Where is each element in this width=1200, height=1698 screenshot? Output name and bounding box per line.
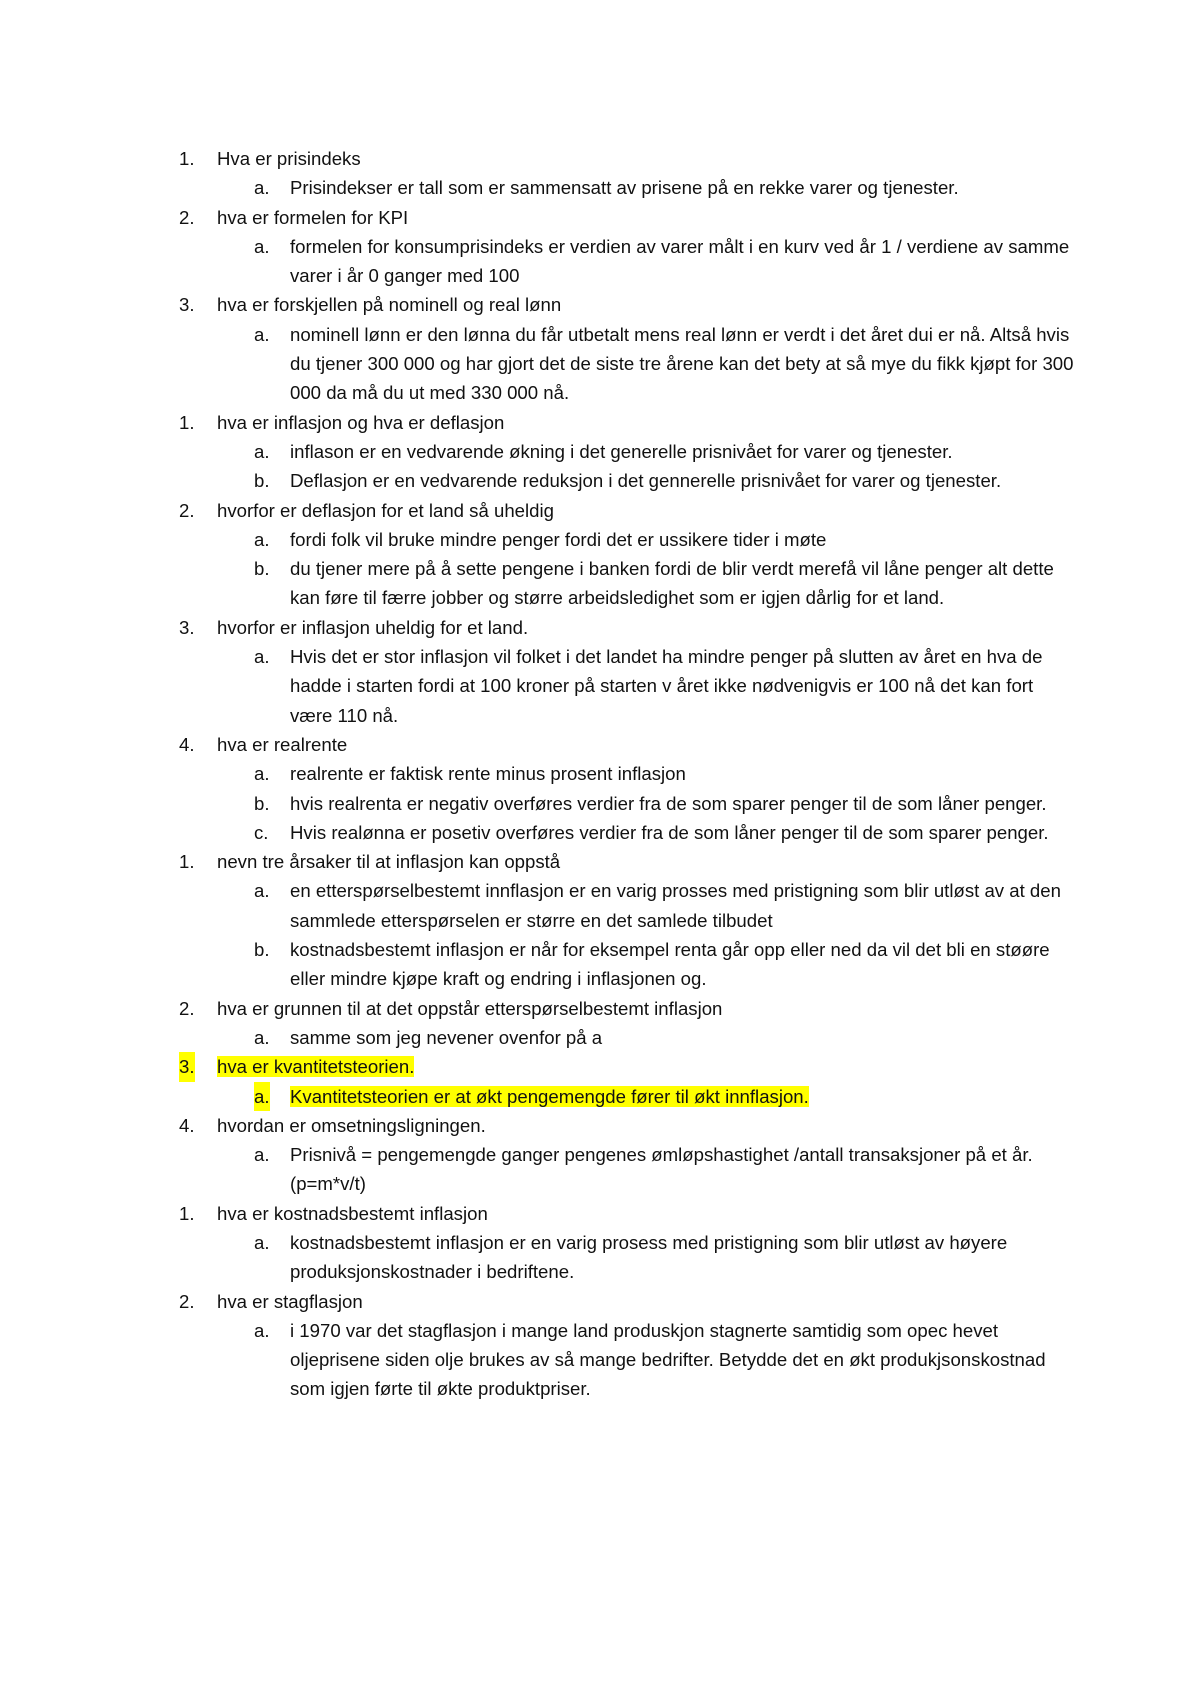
answer-item	[254, 789, 1080, 818]
answer-text: kostnadsbestemt inflasjon er når for eksempel renta går opp eller ned da vil det bli en støøre eller mindre kjøpe kraft og endring i inflasjonen og.	[290, 939, 1050, 990]
question-item	[179, 994, 1057, 1023]
question-number: 1.	[179, 148, 195, 169]
question-item	[179, 847, 1057, 876]
answer-item	[254, 466, 1080, 495]
answer-text: Hvis realønna er posetiv overføres verdier fra de som låner penger til de som sparer penger.	[290, 821, 1049, 843]
answer-letter: c.	[254, 821, 269, 843]
question-list	[0, 144, 1200, 1404]
question-text: hvorfor er inflasjon uheldig for et land.	[217, 616, 529, 638]
answer-text: inflason er en vedvarende økning i det generelle prisnivået for varer og tjenester.	[290, 440, 953, 462]
answer-item	[254, 1023, 1080, 1052]
answer-item	[254, 642, 1080, 730]
answer-item	[254, 554, 1080, 613]
answer-letter: a.	[254, 763, 270, 785]
answer-text: en etterspørselbestemt innflasjon er en varig prosses med pristigning som blir utløst av at den sammlede etterspørselen er større en det samlede tilbudet	[290, 880, 1061, 931]
question-item	[179, 1111, 1057, 1140]
question-number: 1.	[179, 851, 195, 873]
answer-text: Hvis det er stor inflasjon vil folket i det landet ha mindre penger på slutten av året en hva de hadde i starten fordi at 100 kroner på starten v året ikke nødvenigvis er 100 nå det kan fort være 110 nå.	[290, 646, 1043, 726]
answer-text: fordi folk vil bruke mindre penger fordi det er ussikere tider i møte	[290, 528, 827, 550]
answer-item	[254, 1228, 1080, 1287]
answer-text: nominell lønn er den lønna du får utbetalt mens real lønn er verdt i det året dui er nå. Altså hvis du tjener 300 000 og har gjort det de siste tre årene kan det bety at så mye du fikk kjøpt for 300 000 da må du ut med 330 000 nå.	[290, 323, 1074, 404]
question-item	[179, 1199, 1057, 1228]
answer-letter: a.	[254, 646, 270, 668]
answer-text: hvis realrenta er negativ overføres verdier fra de som sparer penger til de som låner penger.	[290, 792, 1047, 814]
answer-item	[254, 320, 1080, 408]
answer-item	[254, 173, 1080, 202]
question-number: 4.	[179, 733, 195, 755]
answer-letter: a.	[254, 1231, 270, 1253]
answer-item	[254, 876, 1080, 935]
question-text: hva er realrente	[217, 733, 348, 755]
answer-letter: a.	[254, 880, 270, 902]
question-number: 2.	[179, 499, 195, 521]
question-text: nevn tre årsaker til at inflasjon kan oppstå	[217, 851, 561, 873]
answer-letter: b.	[254, 470, 270, 492]
answer-text: Kvantitetsteorien er at økt pengemengde fører til økt innflasjon.	[290, 1085, 809, 1107]
question-number: 3.	[179, 1052, 195, 1081]
question-text: hva er grunnen til at det oppstår etterspørselbestemt inflasjon	[217, 997, 723, 1019]
question-text: hva er kvantitetsteorien.	[217, 1056, 415, 1078]
question-item	[179, 1287, 1057, 1316]
question-number: 1.	[179, 411, 195, 433]
question-number: 1.	[179, 1202, 195, 1224]
answer-item	[254, 1316, 1080, 1404]
answer-letter: b.	[254, 792, 270, 814]
question-item	[179, 1052, 1057, 1081]
question-item	[179, 730, 1057, 759]
answer-text: kostnadsbestemt inflasjon er en varig prosess med pristigning som blir utløst av høyere produksjonskostnader i bedriftene.	[290, 1231, 1008, 1283]
answer-letter: a.	[254, 440, 270, 462]
question-text: hva er inflasjon og hva er deflasjon	[217, 411, 505, 433]
answer-letter: a.	[254, 323, 270, 345]
answer-letter: a.	[254, 1144, 270, 1166]
answer-item	[254, 437, 1080, 466]
question-number: 4.	[179, 1114, 195, 1136]
answer-letter: a.	[254, 1082, 270, 1111]
answer-item	[254, 232, 1080, 291]
answer-text: formelen for konsumprisindeks er verdien av varer målt i en kurv ved år 1 / verdiene av samme varer i år 0 ganger med 100	[290, 235, 1070, 287]
question-number: 2.	[179, 206, 195, 228]
answer-text: du tjener mere på å sette pengene i banken fordi de blir verdt merefå vil låne penger alt dette kan føre til færre jobber og større arbeidsledighet som er igjen dårlig for et land.	[290, 558, 1054, 609]
question-text: hva er formelen for KPI	[217, 206, 409, 228]
question-number: 3.	[179, 616, 195, 638]
question-item	[179, 613, 1057, 642]
question-text: hva er stagflasjon	[217, 1290, 363, 1312]
question-item	[179, 144, 1057, 173]
answer-text: samme som jeg nevener ovenfor på a	[290, 1026, 603, 1048]
question-item	[179, 408, 1057, 437]
question-number: 2.	[179, 997, 195, 1019]
question-number: 2.	[179, 1290, 195, 1312]
question-text: hva er forskjellen på nominell og real lønn	[217, 294, 562, 316]
answer-item	[254, 1082, 1080, 1111]
answer-item	[254, 818, 1080, 847]
answer-item	[254, 759, 1080, 788]
answer-letter: a.	[254, 177, 270, 199]
question-item	[179, 203, 1057, 232]
answer-text: Prisindekser er tall som er sammensatt av prisene på en rekke varer og tjenester.	[290, 177, 959, 199]
answer-item	[254, 935, 1080, 994]
answer-text: i 1970 var det stagflasjon i mange land produskjon stagnerte samtidig som opec hevet oljeprisene siden olje brukes av så mange bedrifter. Betydde det en økt produkjsonskostnad som igjen førte til økte produktpriser.	[290, 1319, 1046, 1400]
answer-letter: b.	[254, 558, 270, 580]
question-text: hvordan er omsetningsligningen.	[217, 1114, 486, 1136]
question-item	[179, 496, 1057, 525]
question-text: hva er kostnadsbestemt inflasjon	[217, 1202, 488, 1224]
answer-letter: b.	[254, 939, 270, 961]
answer-letter: a.	[254, 1319, 270, 1341]
answer-letter: a.	[254, 235, 270, 257]
question-number: 3.	[179, 294, 195, 316]
answer-text: Prisnivå = pengemengde ganger pengenes ømløpshastighet /antall transaksjoner på et år. (p=m*v/t)	[290, 1144, 1033, 1195]
answer-text: realrente er faktisk rente minus prosent inflasjon	[290, 763, 686, 785]
answer-letter: a.	[254, 528, 270, 550]
question-text: hvorfor er deflasjon for et land så uheldig	[217, 499, 554, 521]
answer-item	[254, 1140, 1080, 1199]
answer-letter: a.	[254, 1026, 270, 1048]
question-item	[179, 290, 1057, 319]
answer-item	[254, 525, 1080, 554]
question-text: Hva er prisindeks	[217, 148, 361, 169]
answer-text: Deflasjon er en vedvarende reduksjon i det gennerelle prisnivået for varer og tjenester.	[290, 470, 1002, 492]
